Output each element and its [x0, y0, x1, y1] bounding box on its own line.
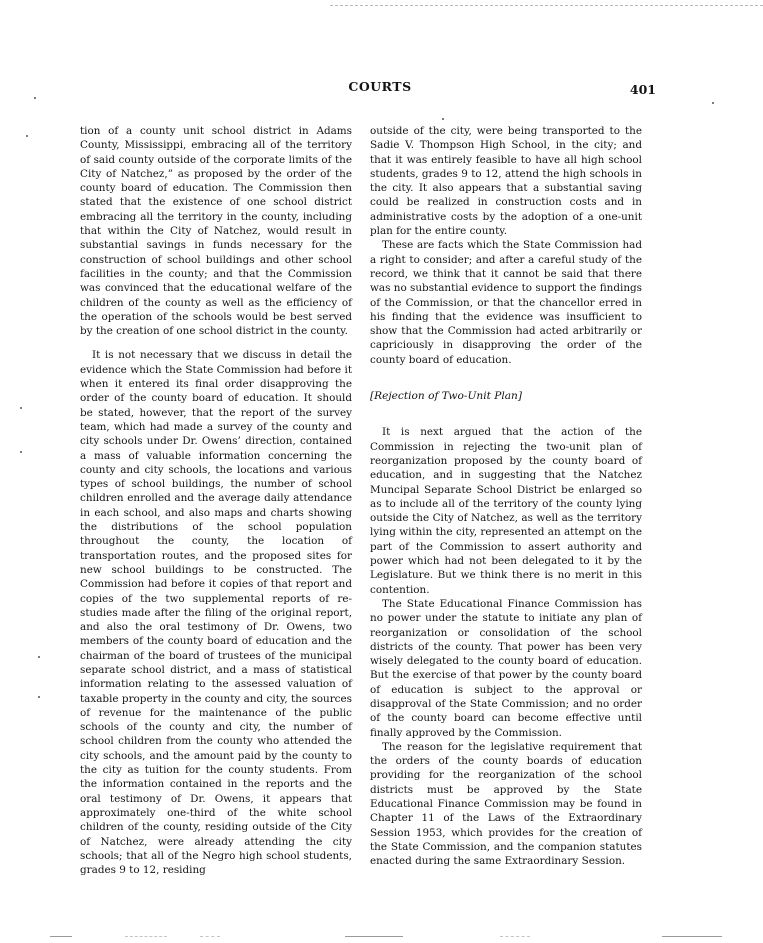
left-paragraph-1: tion of a county unit school district in Adams County, Mississippi, embracing all of the territory of said county outside of the corporate limits of the City of Natchez,” as proposed by the order of the county board of education. The Commission then stated that the existence of one school district embracing all the territory in the county, including that within the City of Natchez, would result in substantial savings in funds necessary for the construction of school buildings and other school facilities in the county; and that the Commission was convinced that the educational welfare of the children of the county as well as the efficiency of the operation of the schools would be best served by the creation of one school district in the county. — [80, 125, 352, 338]
section-subheading: [Rejection of Two-Unit Plan] — [370, 390, 523, 403]
running-head: COURTS — [348, 79, 412, 94]
left-column — [80, 124, 352, 877]
scan-speck — [712, 102, 714, 104]
scan-top-edge-rule — [330, 5, 763, 6]
scan-bottom-mark — [200, 936, 220, 937]
scan-speck — [20, 451, 22, 453]
scan-speck — [34, 97, 36, 99]
scan-bottom-mark — [125, 936, 167, 937]
scan-bottom-mark — [662, 936, 722, 937]
right-paragraph-argument: It is next argued that the action of the Commission in rejecting the two-unit plan of reorganization proposed by the county board of education, and in suggesting that the Natchez Muncipal Separate School District be enlarged so as to include all of the territory of the county lying outside the City of Natchez, as well as the territory lying within the city, represented an attempt on the part of the Commission to assert authority and power which had not been delegated to it by the Legislature. But we think there is no merit in this contention. — [370, 426, 642, 596]
scan-bottom-mark — [50, 936, 72, 937]
right-column — [370, 124, 642, 869]
left-paragraph-2: It is not necessary that we discuss in detail the evidence which the State Commission had before it when it entered its final order disapproving the order of the county board of education. It should be stated, however, that the report of the survey team, which had made a survey of the county and city schools under Dr. Owens’ direction, contained a mass of valuable information concerning the county and city schools, the locations and various types of school buildings, the number of school children enrolled and the average daily attendance in each school, and also maps and charts showing the distributions of the school population throughout the county, the location of transportation routes, and the proposed sites for new school buildings to be constructed. The Commission had before it copies of that report and copies of the two supplemental reports of re-studies made after the filing of the original report, and also the oral testimony of Dr. Owens, two members of the county board of education and the chairman of the board of trustees of the municipal separate school district, and a mass of statistical information relating to the assessed valuation of taxable property in the county and city, the sources of revenue for the maintenance of the public schools of the county and city, the number of school children from the county who attended the city schools, and the amount paid by the county to the city as tuition for the county students. From the information contained in the reports and the oral testimony of Dr. Owens, it appears that approximately one-third of the white school children of the county, residing outside of the City of Natchez, were already attending the city schools; that all of the Negro high school students, grades 9 to 12, residing — [80, 349, 352, 877]
right-paragraph-continued: outside of the city, were being transported to the Sadie V. Thompson High School, in the city; and that it was entirely feasible to have all high school students, grades 9 to 12, attend the high schools in the city. It also appears that a substantial saving could be realized in construction costs and in administrative costs by the adoption of a one-unit plan for the entire county. — [370, 125, 642, 238]
right-paragraph-facts: These are facts which the State Commission had a right to consider; and after a careful study of the record, we think that it cannot be said that there was no substantial evidence to support the findings of the Commission, or that the chancellor erred in his finding that the evidence was insufficient to show that the Commission had acted arbitrarily or capriciously in disapproving the order of the county board of education. — [370, 239, 642, 366]
scan-speck — [38, 696, 40, 698]
scan-speck — [26, 135, 28, 137]
scan-speck — [20, 407, 22, 409]
right-paragraph-legislative-reason: The reason for the legislative requirement that the orders of the county boards of education providing for the reorganization of the school districts must be approved by the State Educational Finance Commission may be found in Chapter 11 of the Laws of the Extraordinary Session 1953, which provides for the creation of the State Commission, and the companion statutes enacted during the same Extraordinary Session. — [370, 740, 642, 868]
right-paragraph-commission-power: The State Educational Finance Commission has no power under the statute to initiate any plan of reorganization or consolidation of the school districts of the county. That power has been very wisely delegated to the county board of education. But the exercise of that power by the county board of education is subject to the approval or disapproval of the State Commission; and no order of the county board can become effective until finally approved by the Commission. — [370, 597, 642, 739]
scan-speck — [442, 118, 444, 120]
scan-bottom-mark — [345, 936, 403, 937]
scan-bottom-mark — [500, 936, 530, 937]
scan-speck — [38, 656, 40, 658]
page-number: 401 — [629, 82, 656, 97]
